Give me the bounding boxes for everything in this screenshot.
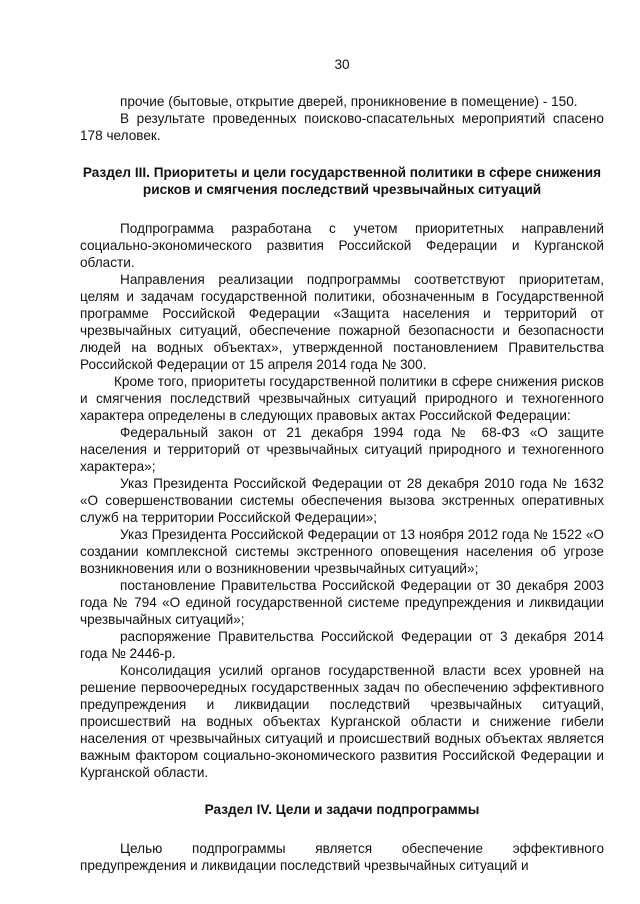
section-4-heading: Раздел IV. Цели и задачи подпрограммы [204,802,480,817]
intro-paragraph-2: В результате проведенных поисково-спасательных мероприятий спасено 178 человек. [80,111,604,143]
section-3-heading: Раздел III. Приоритеты и цели государственной политики в сфере снижения рисков и смягчения последствий чрезвычайных ситуаций [82,165,602,197]
section-4-paragraph: Целью подпрограммы является обеспечение эффективного предупреждения и ликвидации последствий чрезвычайных ситуаций и [80,841,604,873]
intro-paragraph-1: прочие (бытовые, открытие дверей, проникновение в помещение) - 150. [120,94,578,109]
section-3-body [80,220,604,781]
section-3-paragraph: Консолидация усилий органов государственной власти всех уровней на решение первоочередных государственных задач по обеспечению эффективного предупреждения и ликвидации последствий чрезвычайных ситуаций, происшествий на водных объектах Курганской области и снижение гибели населения от чрезвычайных ситуаций и происшествий водных объектах является важным фактором социально-экономического развития Российской Федерации и Курганской области. [80,663,604,780]
legal-act-item: постановление Правительства Российской Федерации от 30 декабря 2003 года № 794 «О единой государственной системе предупреждения и ликвидации чрезвычайных ситуаций»; [80,578,604,627]
section-4-body [80,840,604,874]
section-3-paragraph: Кроме того, приоритеты государственной политики в сфере снижения рисков и смягчения последствий чрезвычайных ситуаций природного и техногенного характера определены в следующих правовых актах Российской Федерации: [80,374,604,423]
legal-act-item: распоряжение Правительства Российской Федерации от 3 декабря 2014 года № 2446-р. [80,629,604,661]
legal-act-item: Указ Президента Российской Федерации от 13 ноября 2012 года № 1522 «О создании комплексной системы экстренного оповещения населения об угрозе возникновения или о возникновении чрезвычайных ситуаций»; [80,527,604,576]
legal-act-item: Федеральный закон от 21 декабря 1994 года № 68-ФЗ «О защите населения и территорий от чрезвычайных ситуаций природного и техногенного характера»; [80,425,604,474]
legal-act-item: Указ Президента Российской Федерации от 28 декабря 2010 года № 1632 «О совершенствовании системы обеспечения вызова экстренных оперативных служб на территории Российской Федерации»; [80,476,604,525]
section-3-paragraph: Подпрограмма разработана с учетом приоритетных направлений социально-экономического развития Российской Федерации и Курганской области. [80,221,604,270]
section-3-paragraph: Направления реализации подпрограммы соответствуют приоритетам, целям и задачам государственной политики, обозначенным в Государственной программе Российской Федерации «Защита населения и территорий от чрезвычайных ситуаций, обеспечение пожарной безопасности и безопасности людей на водных объектах», утвержденной постановлением Правительства Российской Федерации от 15 апреля 2014 года № 300. [80,272,604,372]
page-number: 30 [334,57,350,72]
